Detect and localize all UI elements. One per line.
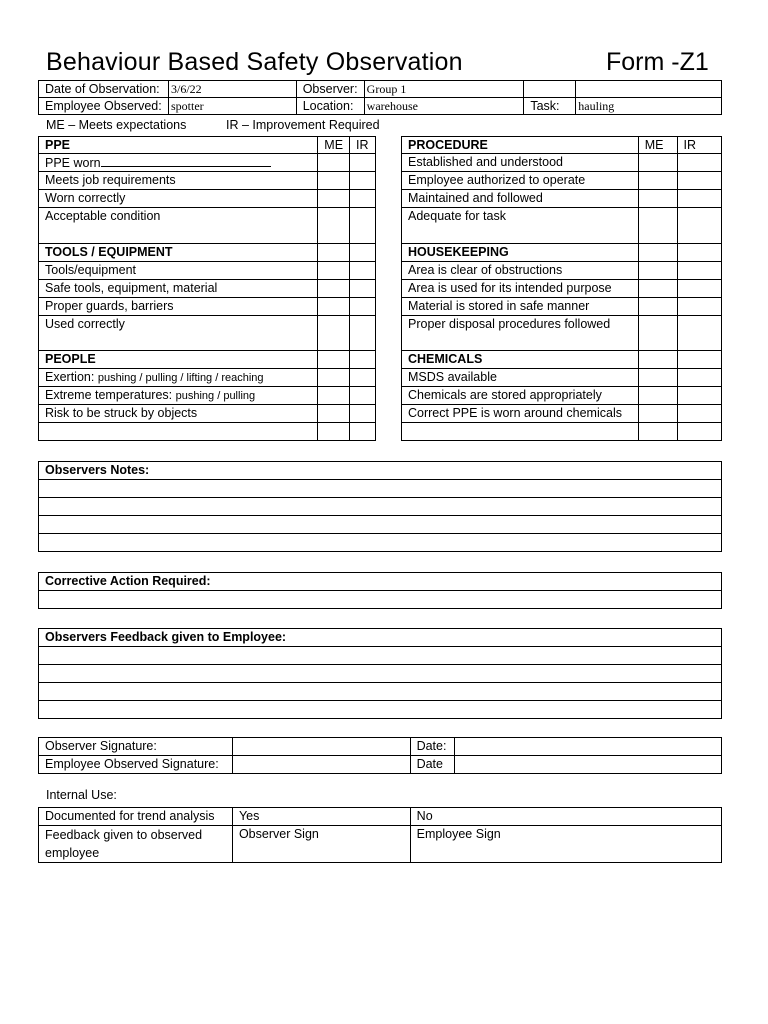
ir-checkbox[interactable] bbox=[677, 154, 721, 172]
ir-checkbox[interactable] bbox=[677, 387, 721, 405]
ir-checkbox[interactable] bbox=[350, 172, 376, 190]
feedback-given-label: Feedback given to observed employee bbox=[39, 826, 233, 863]
ir-checkbox[interactable] bbox=[350, 262, 376, 280]
observer-label: Observer: bbox=[296, 81, 364, 98]
form-number: Form -Z1 bbox=[606, 48, 709, 76]
me-checkbox[interactable] bbox=[638, 423, 677, 441]
ir-checkbox[interactable] bbox=[350, 316, 376, 351]
ppe-heading: PPE bbox=[39, 137, 318, 154]
notes-line[interactable] bbox=[39, 498, 722, 516]
checklist-item: PPE worn bbox=[39, 154, 318, 172]
legend-me: ME – Meets expectations bbox=[46, 118, 187, 132]
me-checkbox[interactable] bbox=[318, 172, 350, 190]
notes-table bbox=[38, 461, 722, 552]
me-checkbox[interactable] bbox=[638, 316, 677, 351]
employee-label: Employee Observed: bbox=[39, 98, 169, 115]
blank-item[interactable] bbox=[39, 423, 318, 441]
people-heading: PEOPLE bbox=[39, 351, 318, 369]
me-column-header: ME bbox=[318, 137, 350, 154]
right-checklist bbox=[401, 136, 722, 441]
internal-use-table bbox=[38, 807, 722, 863]
employee-signature-label: Employee Observed Signature: bbox=[39, 756, 233, 774]
left-checklist bbox=[38, 136, 376, 441]
me-checkbox[interactable] bbox=[638, 154, 677, 172]
checklist-item: Meets job requirements bbox=[39, 172, 318, 190]
employee-field[interactable]: spotter bbox=[168, 98, 296, 115]
ir-column-header: IR bbox=[677, 137, 721, 154]
checklist-item: Area is used for its intended purpose bbox=[402, 280, 639, 298]
observer-signature-field[interactable] bbox=[232, 738, 410, 756]
checklist-item: Extreme temperatures: pushing / pulling bbox=[39, 387, 318, 405]
feedback-line[interactable] bbox=[39, 683, 722, 701]
me-checkbox[interactable] bbox=[638, 262, 677, 280]
me-checkbox[interactable] bbox=[638, 298, 677, 316]
blank-item[interactable] bbox=[402, 423, 639, 441]
location-field[interactable]: warehouse bbox=[364, 98, 524, 115]
me-checkbox[interactable] bbox=[638, 369, 677, 387]
info-table bbox=[38, 80, 722, 115]
me-checkbox[interactable] bbox=[638, 172, 677, 190]
me-checkbox[interactable] bbox=[318, 423, 350, 441]
notes-line[interactable] bbox=[39, 516, 722, 534]
corrective-line[interactable] bbox=[39, 591, 722, 609]
ir-checkbox[interactable] bbox=[677, 190, 721, 208]
ir-checkbox[interactable] bbox=[677, 172, 721, 190]
me-checkbox[interactable] bbox=[318, 154, 350, 172]
documented-label: Documented for trend analysis bbox=[39, 808, 233, 826]
ir-checkbox[interactable] bbox=[677, 369, 721, 387]
checklist-item: Material is stored in safe manner bbox=[402, 298, 639, 316]
checklist-item: Proper guards, barriers bbox=[39, 298, 318, 316]
observer-signature-label: Observer Signature: bbox=[39, 738, 233, 756]
yes-option[interactable]: Yes bbox=[232, 808, 410, 826]
me-checkbox[interactable] bbox=[638, 405, 677, 423]
corrective-label: Corrective Action Required: bbox=[39, 573, 722, 591]
observer-field[interactable]: Group 1 bbox=[364, 81, 524, 98]
checklist-item: Worn correctly bbox=[39, 190, 318, 208]
observer-date-field[interactable] bbox=[454, 738, 721, 756]
date-label: Date bbox=[410, 756, 454, 774]
checklist-item: Proper disposal procedures followed bbox=[402, 316, 639, 351]
employee-date-field[interactable] bbox=[454, 756, 721, 774]
location-label: Location: bbox=[296, 98, 364, 115]
checklist-item: Safe tools, equipment, material bbox=[39, 280, 318, 298]
me-column-header: ME bbox=[638, 137, 677, 154]
me-checkbox[interactable] bbox=[318, 298, 350, 316]
signature-table bbox=[38, 737, 722, 774]
form-title: Behaviour Based Safety Observation bbox=[46, 48, 463, 76]
checklist-item: Acceptable condition bbox=[39, 208, 318, 244]
ir-checkbox[interactable] bbox=[677, 316, 721, 351]
ir-checkbox[interactable] bbox=[350, 405, 376, 423]
ir-checkbox[interactable] bbox=[350, 423, 376, 441]
me-checkbox[interactable] bbox=[318, 369, 350, 387]
me-checkbox[interactable] bbox=[638, 190, 677, 208]
date-label: Date of Observation: bbox=[39, 81, 169, 98]
no-option[interactable]: No bbox=[410, 808, 721, 826]
ir-checkbox[interactable] bbox=[350, 280, 376, 298]
blank-field[interactable] bbox=[576, 81, 722, 98]
checklist-item: Area is clear of obstructions bbox=[402, 262, 639, 280]
me-checkbox[interactable] bbox=[318, 387, 350, 405]
feedback-table bbox=[38, 628, 722, 719]
ir-checkbox[interactable] bbox=[350, 208, 376, 244]
ppe-worn-blank[interactable] bbox=[101, 154, 271, 167]
notes-label: Observers Notes: bbox=[39, 462, 722, 480]
employee-sign-field[interactable]: Employee Sign bbox=[410, 826, 721, 863]
me-checkbox[interactable] bbox=[318, 280, 350, 298]
checklist-item: Adequate for task bbox=[402, 208, 639, 244]
ir-checkbox[interactable] bbox=[350, 154, 376, 172]
ir-checkbox[interactable] bbox=[677, 262, 721, 280]
notes-line[interactable] bbox=[39, 480, 722, 498]
me-checkbox[interactable] bbox=[318, 208, 350, 244]
tools-heading: TOOLS / EQUIPMENT bbox=[39, 244, 318, 262]
task-label: Task: bbox=[524, 98, 576, 115]
ir-checkbox[interactable] bbox=[677, 208, 721, 244]
feedback-label: Observers Feedback given to Employee: bbox=[39, 629, 722, 647]
feedback-line[interactable] bbox=[39, 701, 722, 719]
feedback-line[interactable] bbox=[39, 647, 722, 665]
me-checkbox[interactable] bbox=[638, 208, 677, 244]
checklist-item: Used correctly bbox=[39, 316, 318, 351]
ir-checkbox[interactable] bbox=[350, 190, 376, 208]
me-checkbox[interactable] bbox=[638, 387, 677, 405]
date-label: Date: bbox=[410, 738, 454, 756]
task-field[interactable]: hauling bbox=[576, 98, 722, 115]
me-checkbox[interactable] bbox=[318, 405, 350, 423]
notes-line[interactable] bbox=[39, 534, 722, 552]
ir-checkbox[interactable] bbox=[350, 298, 376, 316]
checklist-item: Maintained and followed bbox=[402, 190, 639, 208]
temperature-options[interactable]: pushing / pulling bbox=[175, 390, 256, 402]
me-checkbox[interactable] bbox=[638, 280, 677, 298]
checklist-item: Correct PPE is worn around chemicals bbox=[402, 405, 639, 423]
me-checkbox[interactable] bbox=[318, 190, 350, 208]
observer-sign-field[interactable]: Observer Sign bbox=[232, 826, 410, 863]
ir-checkbox[interactable] bbox=[677, 423, 721, 441]
checklist-item: Risk to be struck by objects bbox=[39, 405, 318, 423]
ir-checkbox[interactable] bbox=[350, 387, 376, 405]
legend-ir: IR – Improvement Required bbox=[226, 118, 380, 132]
checklist-item: MSDS available bbox=[402, 369, 639, 387]
checklist-item: Established and understood bbox=[402, 154, 639, 172]
date-field[interactable]: 3/6/22 bbox=[168, 81, 296, 98]
internal-use-label: Internal Use: bbox=[46, 788, 117, 802]
chemicals-heading: CHEMICALS bbox=[402, 351, 639, 369]
ir-checkbox[interactable] bbox=[677, 405, 721, 423]
employee-signature-field[interactable] bbox=[232, 756, 410, 774]
me-checkbox[interactable] bbox=[318, 262, 350, 280]
me-checkbox[interactable] bbox=[318, 316, 350, 351]
ir-column-header: IR bbox=[350, 137, 376, 154]
checklist-item: Employee authorized to operate bbox=[402, 172, 639, 190]
ir-checkbox[interactable] bbox=[677, 298, 721, 316]
checklist-item: Tools/equipment bbox=[39, 262, 318, 280]
housekeeping-heading: HOUSEKEEPING bbox=[402, 244, 639, 262]
checklist-item: Chemicals are stored appropriately bbox=[402, 387, 639, 405]
ir-checkbox[interactable] bbox=[677, 280, 721, 298]
checklist-item: Exertion: pushing / pulling / lifting / reaching bbox=[39, 369, 318, 387]
feedback-line[interactable] bbox=[39, 665, 722, 683]
corrective-table bbox=[38, 572, 722, 609]
exertion-options[interactable]: pushing / pulling / lifting / reaching bbox=[97, 372, 264, 384]
procedure-heading: PROCEDURE bbox=[402, 137, 639, 154]
blank-field[interactable] bbox=[524, 81, 576, 98]
ir-checkbox[interactable] bbox=[350, 369, 376, 387]
